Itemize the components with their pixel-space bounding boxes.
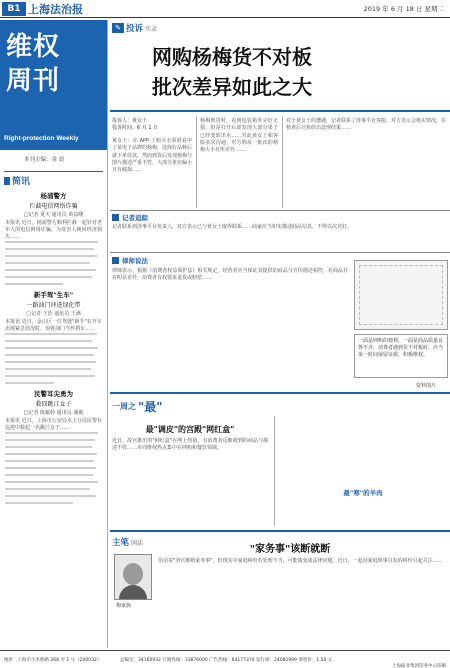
- author-name: 梅家驹: [116, 603, 132, 609]
- brief-text: 本报讯 近日，上海市公安局水上分局民警在巡逻中救起一名跳江女子……: [5, 418, 102, 432]
- week-most-big: "最": [138, 400, 163, 414]
- complaint-byline: 投诉人：黄女士 投诉时间：6 月 1 日: [112, 118, 159, 131]
- section-label: [126, 22, 157, 34]
- page-header: [0, 0, 450, 18]
- section-label-text: 投诉: [126, 24, 144, 34]
- brief-label: 简讯: [12, 177, 31, 187]
- body-column-2: [200, 118, 278, 154]
- tracking-text: 记者联系到涉事平台负责人，对方表示已与黄女士取得联系……商家应当如实描述商品信息，不得以次充好。: [112, 224, 353, 230]
- brief-title: 杨浦警方: [40, 192, 67, 200]
- body-column-3: [286, 118, 446, 133]
- newspaper-name: 上海法治报: [28, 3, 83, 16]
- week-story-1-body: [112, 438, 268, 453]
- pull-quote: 一面是网购的便利，一面是商品质量良莠不齐，消费者遇到货不对板时，应当第一时间保留证据，积极维权。: [354, 334, 448, 378]
- body-column-1: [112, 138, 192, 174]
- photo-placeholder: [359, 265, 443, 325]
- brief-marker-icon: [4, 177, 10, 185]
- brief-text: 本报讯 近日，杨浦警方顺利拦截一起针对老年人的电信网络诈骗，为受害人挽回经济损失……: [5, 220, 102, 241]
- body-text: 对于黄女士的遭遇，记者联系了涉事平台客服，对方表示会核实情况，在核查后尽快给出处理结果……: [286, 118, 447, 132]
- brief-item-1: [0, 191, 107, 285]
- tracking-header: [112, 213, 148, 222]
- section-rule: [110, 252, 450, 253]
- issue-date: 2019 年 6 月 18 日 星期二: [363, 5, 444, 13]
- brief-subtitle: 一路油门冲进绿化带: [26, 302, 81, 310]
- tracking-label: 记者追踪: [122, 214, 148, 222]
- portrait-shoulders: [119, 585, 147, 599]
- headline-divider: [110, 110, 450, 112]
- main-headline: [152, 42, 402, 102]
- page-number-badge: B1: [2, 2, 26, 16]
- lawyer-header: [112, 256, 148, 265]
- masthead-english: Right-protection Weekly: [4, 135, 79, 142]
- body-text: 杨梅到货时，看到包装箱外完好无损，但是打开后却发现大部分果子已经变软出水……对此黄女士和客服多次沟通，对方称每一批次的杨梅大小有所差异……: [200, 118, 278, 154]
- masthead-title: [6, 30, 106, 98]
- opinion-label: [112, 536, 143, 548]
- opinion-text: 俗话说"清官难断家务事"，但现实中家庭纠纷若处理不当，可能演变成法律问题。近日，一起因家庭琐事引发的纠纷引起关注……: [158, 558, 443, 564]
- lawyer-label: 律师说法: [122, 257, 148, 265]
- opinion-label-text: 主笔: [112, 538, 130, 548]
- footer-printer: 上海报业集团印务中心印刷: [392, 664, 446, 668]
- brief-text: 本报讯 近日，金山区一位驾驶"新手"在开车出现紧急状况时，误将油门当作刹车……: [5, 319, 102, 333]
- author-portrait: [114, 554, 152, 600]
- complaint-section-tag: [112, 22, 157, 34]
- column-divider: [196, 116, 197, 208]
- column-divider: [282, 116, 283, 208]
- photo-caption: 资料图片: [416, 383, 437, 389]
- brief-item-3: [0, 389, 107, 504]
- footer-contacts: 总编室：34160932 订阅热线：33876000 广告热线：64177374 发行部：24081999 零售价：1.50 元: [120, 658, 333, 663]
- tracking-marker-icon: [112, 214, 119, 221]
- week-story-1-title: 最"调皮"的宫殿"网红盒": [145, 425, 235, 434]
- left-column: [0, 20, 108, 648]
- brief-text-lines: [0, 333, 107, 383]
- masthead-title-line2: 周刊: [6, 66, 61, 96]
- section-rule: [110, 210, 450, 211]
- section-masthead: [0, 20, 108, 150]
- footer-address: 地址：上海市小木桥路 268 弄 1 号（200032）: [4, 658, 102, 663]
- lawyer-marker-icon: [112, 257, 119, 264]
- week-story-text: 近日，故宫推出的"网红盒"在网上热销，有消费者反映收到的商品与描述不符……本周维权热点集中在网购和餐饮领域。: [112, 438, 268, 452]
- masthead-title-line1: 维权: [6, 32, 61, 62]
- brief-item-2: [0, 290, 107, 384]
- page-footer: [0, 650, 450, 668]
- headline-line-2: 批次差异如此之大: [152, 75, 312, 99]
- tracking-body: [112, 224, 446, 231]
- body-text: 黄女士：在 APP 上购买水果时看中了某电子品牌的杨梅，选择好品种后就下单付款，然而到货后发现杨梅与图片描述严重不符，大部分果实偏小且有破损……: [112, 138, 193, 174]
- section-rule: [110, 530, 450, 532]
- column-divider: [274, 416, 275, 526]
- brief-byline: □记者 王浩 通讯员 王满: [26, 311, 81, 318]
- brief-title: 民警耳尖勇为: [34, 390, 73, 399]
- opinion-title: "家务事"该断就断: [249, 544, 331, 555]
- brief-text-lines: [0, 241, 107, 285]
- brief-subtitle: 拦截电信网络诈骗: [29, 203, 78, 210]
- main-area: [110, 20, 450, 648]
- headline-line-1: 网购杨梅货不对板: [152, 45, 312, 69]
- brief-header: [4, 171, 103, 187]
- section-rule: [110, 392, 450, 394]
- chief-editor: 本刊主编：金 晨: [24, 157, 65, 163]
- brief-byline: □记者 夏天 通讯员 黄益曙: [23, 212, 84, 218]
- portrait-head: [123, 563, 143, 585]
- week-story-2-title: 最"寒"的羊肉: [343, 489, 383, 497]
- week-most-header: [112, 398, 163, 415]
- opinion-section-tag: [112, 536, 143, 548]
- photo: [354, 260, 448, 330]
- lawyer-text: 律师表示，根据《消费者权益保护法》相关规定，经营者应当保证其提供的商品与宣传描述相符，若商品存在明显差异，消费者有权要求退货或赔偿……: [112, 268, 348, 282]
- lawyer-body: [112, 268, 348, 283]
- week-most-label: 一周之: [112, 402, 136, 411]
- brief-subtitle: 救回跳江女子: [35, 401, 72, 409]
- brief-byline: □记者 陈颖婷 通讯员 潘俊: [23, 410, 84, 417]
- opinion-sublabel: 闲话: [131, 540, 144, 547]
- brief-title: 新手驾"生车": [33, 291, 74, 300]
- opinion-body: [158, 558, 446, 565]
- section-sublabel: 实录: [145, 26, 158, 33]
- brief-text-lines: [0, 432, 107, 503]
- complaint-icon: ✎: [112, 23, 124, 33]
